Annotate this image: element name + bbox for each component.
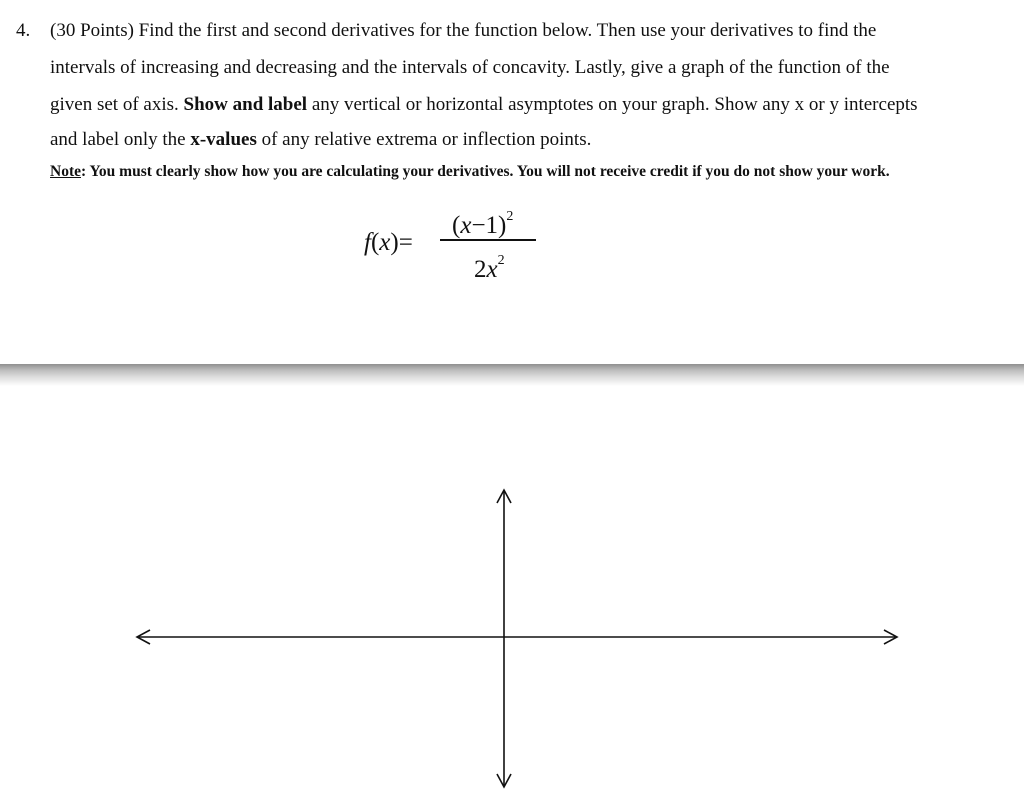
formula-x: x — [379, 229, 391, 256]
question-number: 4. — [16, 20, 31, 41]
line4-text-b: of any relative extrema or inflection points. — [256, 129, 592, 150]
problem-line-1: (30 Points) Find the first and second derivatives for the function below. Then use your derivatives to find the — [50, 20, 877, 41]
line3-text-a: given set of axis. — [50, 94, 184, 115]
line4-text-a: and label only the — [50, 129, 191, 150]
line4-bold: x-values — [190, 129, 257, 150]
note-label: Note — [50, 163, 81, 180]
numerator-exponent: 2 — [506, 209, 514, 224]
numerator-rest: −1) — [471, 212, 507, 239]
problem-line-2: intervals of increasing and decreasing and the intervals of concavity. Lastly, give a graph of the function of the — [50, 57, 890, 78]
numerator-x: x — [460, 212, 472, 239]
note-text: : You must clearly show how you are calculating your derivatives. You will not receive credit if you do not show your work. — [81, 163, 890, 180]
denominator-x: x — [486, 256, 498, 283]
denominator-coef: 2 — [474, 256, 487, 283]
formula-open-paren: ( — [370, 229, 380, 256]
formula-equals: = — [398, 229, 413, 256]
denominator-exponent: 2 — [497, 253, 505, 268]
line3-bold: Show and label — [183, 94, 308, 115]
formula-close-paren: ) — [390, 229, 399, 256]
formula-f: f — [364, 229, 371, 256]
line3-text-b: any vertical or horizontal asymptotes on your graph. Show any x or y intercepts — [307, 94, 918, 115]
numerator-open: ( — [452, 212, 461, 239]
